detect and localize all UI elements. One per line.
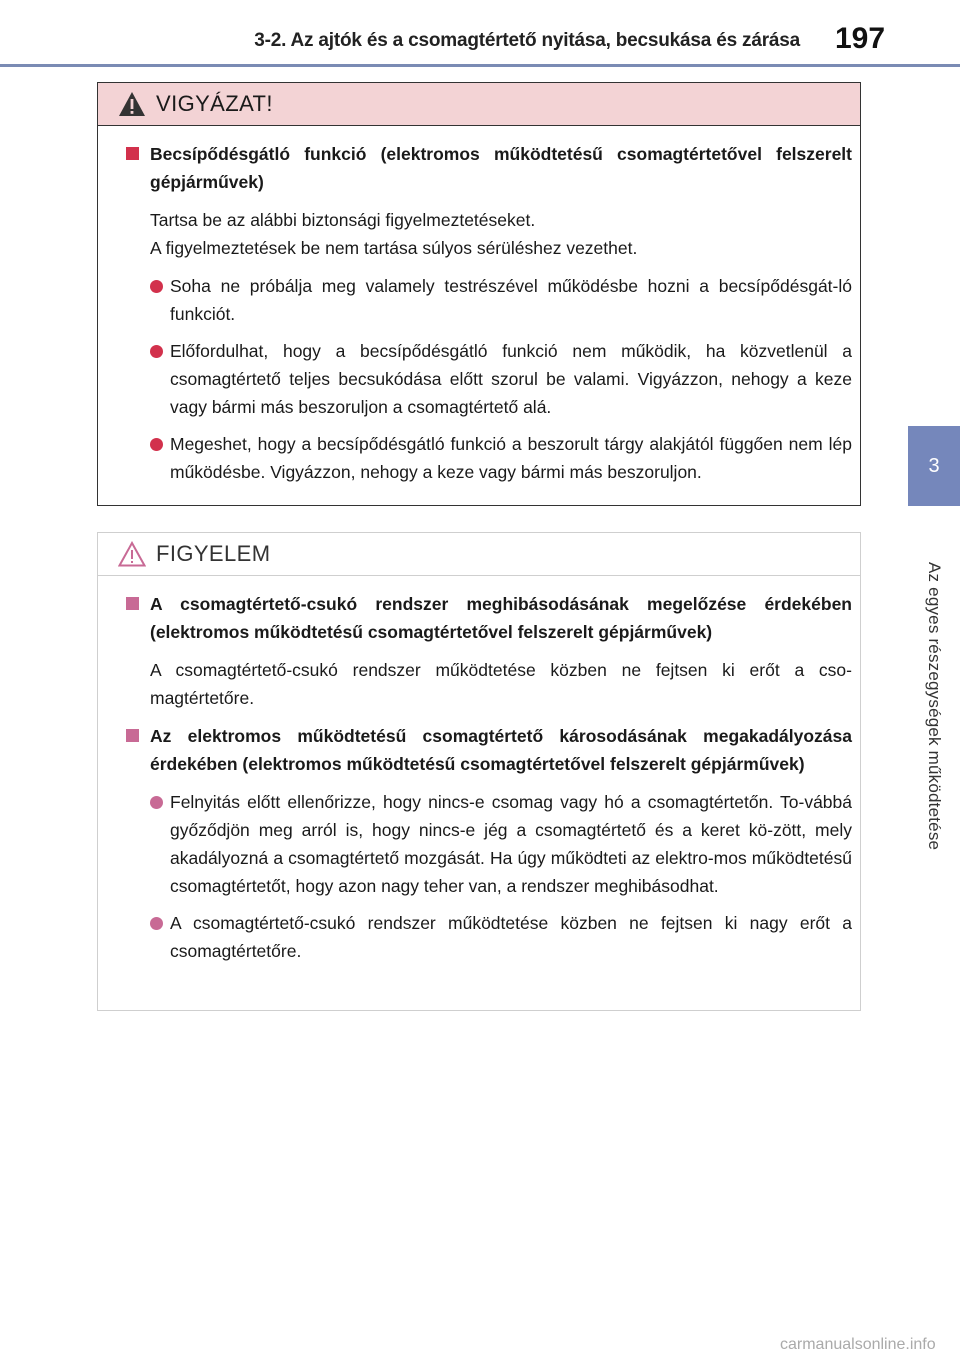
page-number: 197 (834, 22, 886, 55)
square-bullet-icon (126, 729, 139, 742)
warning-box (97, 82, 861, 506)
warning-intro (124, 206, 852, 262)
square-bullet-icon (126, 147, 139, 160)
warning-box-body (98, 126, 860, 486)
notice-section-heading: Az elektromos működtetésű csomagtértető károsodásának megakadályozása érdekében (elektromos működtetésű csomagtértetővel felszerelt gépjárművek) (124, 722, 852, 778)
caution-triangle-icon (118, 541, 146, 567)
notice-section-heading: A csomagtértető-csukó rendszer meghibásodásának megelőzése érdekében (elektromos működtetésű csomagtértetővel felszerelt gépjárművek) (124, 590, 852, 646)
round-bullet-icon (150, 796, 163, 809)
round-bullet-icon (150, 438, 163, 451)
warning-bullet-item: Soha ne próbálja meg valamely testrészével működésbe hozni a becsípődésgát-ló funkciót. (124, 272, 852, 328)
page-header-title: 3-2. Az ajtók és a csomagtértető nyitása, becsukása és zárása (254, 30, 800, 51)
watermark-text: carmanualsonline.info (780, 1336, 936, 1353)
notice-box-header (98, 533, 860, 576)
notice-box-body (98, 576, 860, 965)
warning-section-heading: Becsípődésgátló funkció (elektromos működtetésű csomagtértetővel felszerelt gépjárművek) (124, 140, 852, 196)
notice-box-title: FIGYELEM (156, 541, 271, 566)
warning-box-header (98, 83, 860, 126)
warning-box-title: VIGYÁZAT! (156, 91, 273, 116)
round-bullet-icon (150, 280, 163, 293)
chapter-tab-label-text: Az egyes részegységek működtetése (925, 561, 944, 851)
notice-paragraph: A csomagtértető-csukó rendszer működtetése közben ne fejtsen ki erőt a cso-magtértetőre. (150, 660, 852, 708)
warning-bullet-item: Megeshet, hogy a becsípődésgátló funkció a beszorult tárgy alakjától függően nem lép működésbe. Vigyázzon, nehogy a keze vagy bármi más beszoruljon. (124, 430, 852, 486)
round-bullet-icon (150, 917, 163, 930)
round-bullet-icon (150, 345, 163, 358)
chapter-tab-label (908, 506, 960, 906)
chapter-tab-number[interactable]: 3 (908, 426, 960, 506)
notice-bullet-item: Felnyitás előtt ellenőrizze, hogy nincs-e csomag vagy hó a csomagtértetőn. To-vábbá győződjön meg arról is, hogy nincs-e jég a csomagtértető és a keret kö-zött, mely akadályozná a csomagtértető mozgását. Ha úgy működteti az elektro-mos működtetésű csomagtértetőt, hogy azon nagy teher van, a rendszer meghibásodhat. (124, 788, 852, 900)
header-rule (0, 64, 960, 67)
warning-intro-line1: Tartsa be az alábbi biztonsági figyelmeztetéseket. (150, 210, 536, 230)
warning-intro-line2: A figyelmeztetések be nem tartása súlyos sérüléshez vezethet. (150, 238, 638, 258)
notice-bullet-item: A csomagtértető-csukó rendszer működtetése közben ne fejtsen ki nagy erőt a csomagtértetőre. (124, 909, 852, 965)
square-bullet-icon (126, 597, 139, 610)
notice-box (97, 532, 861, 1011)
warning-bullet-item: Előfordulhat, hogy a becsípődésgátló funkció nem működik, ha közvetlenül a csomagtértető teljes becsukódása előtt szorul be valami. Vigyázzon, nehogy a keze vagy bármi más beszoruljon a csomagtértető alá. (124, 337, 852, 421)
warning-triangle-icon (118, 91, 146, 117)
